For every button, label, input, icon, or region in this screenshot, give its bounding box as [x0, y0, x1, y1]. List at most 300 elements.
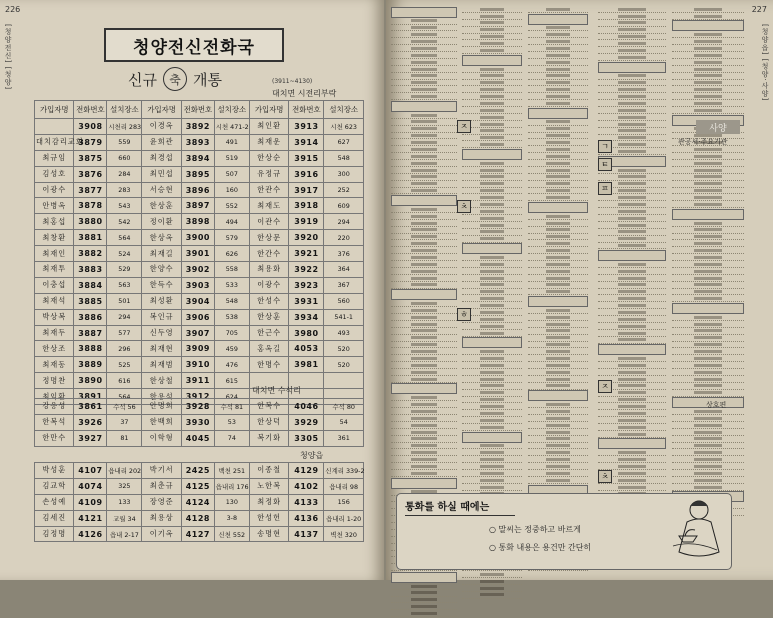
listing-entry: [528, 282, 588, 288]
phone-number: 3878: [74, 198, 107, 214]
install-location: 558: [214, 262, 249, 278]
phone-number: 4133: [289, 494, 324, 510]
listing-entry: [391, 87, 457, 93]
phone-number: 3918: [289, 198, 324, 214]
listing-entry: [391, 322, 457, 328]
listing-entry: [528, 7, 588, 13]
listing-entry: [462, 418, 522, 424]
phone-number: 4121: [74, 510, 107, 526]
listing-entry: [391, 395, 457, 401]
listing-entry: [598, 101, 666, 107]
listing-entry: [528, 46, 588, 52]
phone-number: 3888: [74, 341, 107, 357]
subscriber-name: 이광수: [35, 182, 74, 198]
listing-entry: [462, 337, 522, 348]
calling-tips-box: [396, 493, 732, 570]
install-location: 296: [107, 341, 142, 357]
subscriber-name: 최성환: [142, 293, 181, 309]
phone-number: 3904: [181, 293, 214, 309]
listing-entry: [672, 248, 744, 254]
listing-entry: [528, 133, 588, 139]
listing-entry: [391, 282, 457, 288]
subscriber-name: 한간수: [249, 246, 288, 262]
install-location: 시천리 283: [107, 119, 142, 135]
phone-number: 3920: [289, 230, 324, 246]
listing-entry: [528, 464, 588, 470]
listing-entry: [528, 53, 588, 59]
listing-entry: [672, 328, 744, 334]
install-location: 74: [214, 430, 249, 446]
install-location: 624: [214, 389, 249, 405]
listing-entry: [391, 140, 457, 146]
listing-entry: [391, 25, 457, 31]
listing-entry: [391, 188, 457, 194]
listing-entry: [391, 604, 457, 610]
listing-entry: [462, 115, 522, 121]
listing-entry: [391, 584, 457, 590]
listing-entry: [598, 344, 666, 355]
subscriber-name: 최창환: [35, 230, 74, 246]
page-number-left: 226: [5, 5, 21, 14]
listing-entry: [598, 128, 666, 134]
listing-entry: [391, 276, 457, 282]
install-location: 616: [107, 373, 142, 389]
install-location: 705: [214, 325, 249, 341]
subscriber-name: 노한복: [249, 478, 288, 494]
listing-entry: [462, 149, 522, 160]
subscriber-name: 한성헌: [249, 510, 288, 526]
listing-entry: [528, 140, 588, 146]
listing-entry: [672, 174, 744, 180]
listing-entry: [528, 322, 588, 328]
listing-entry: [672, 53, 744, 59]
install-location: 361: [324, 430, 364, 446]
listing-entry: [462, 41, 522, 47]
listing-entry: [391, 241, 457, 247]
subtitle-right: 개통: [192, 70, 222, 89]
install-location: 325: [107, 478, 142, 494]
listing-entry: [528, 315, 588, 321]
subscriber-name: 정명찬: [35, 373, 74, 389]
install-location: 신천 552: [214, 526, 249, 542]
listing-entry: [391, 161, 457, 167]
install-location: 37: [107, 414, 142, 430]
listing-entry: [462, 317, 522, 323]
install-location: 수석 81: [214, 399, 249, 415]
install-location: 627: [324, 134, 364, 150]
phone-number: 3305: [289, 430, 324, 446]
subscriber-name: 최재길: [142, 246, 181, 262]
listing-entry: [528, 181, 588, 187]
listing-entry: [528, 255, 588, 261]
listing-entry: [598, 276, 666, 282]
listing-entry: [528, 471, 588, 477]
phone-number: 3909: [181, 341, 214, 357]
subscriber-name: 정이환: [142, 214, 181, 230]
section-label-public: 관공서·주요기관: [678, 138, 728, 146]
phone-number: 3890: [74, 373, 107, 389]
listing-entry: [672, 478, 744, 484]
listing-entry: [598, 108, 666, 114]
phone-number: 4137: [289, 526, 324, 542]
install-location: 백천 251: [214, 463, 249, 479]
subscriber-name: 안병옥: [35, 198, 74, 214]
listing-entry: [391, 126, 457, 132]
phone-number: 3892: [181, 119, 214, 135]
listing-entry: [462, 383, 522, 389]
phone-number: 3902: [181, 262, 214, 278]
listing-entry: [598, 331, 666, 337]
listing-entry: [462, 216, 522, 222]
listing-entry: [528, 383, 588, 389]
district-heading-3: 청양읍: [300, 451, 324, 460]
phone-number: 3931: [289, 293, 324, 309]
subscriber-name: 한상철: [142, 373, 181, 389]
listing-entry: [462, 289, 522, 295]
listing-entry: [391, 255, 457, 261]
listing-entry: [598, 363, 666, 369]
listing-entry: [528, 342, 588, 348]
install-location: 156: [324, 494, 364, 510]
install-location: 160: [214, 182, 249, 198]
install-location: 507: [214, 166, 249, 182]
subscriber-name: 최규임: [35, 150, 74, 166]
column-header: 전화번호: [74, 101, 107, 119]
listing-entry: [672, 221, 744, 227]
listing-entry: [462, 363, 522, 369]
listing-entry: [598, 94, 666, 100]
listing-entry: [391, 53, 457, 59]
listing-entry: [462, 67, 522, 73]
calling-tips-title: 통화를 하실 때에는: [405, 498, 515, 516]
listing-entry: [462, 592, 522, 598]
install-location: 519: [214, 150, 249, 166]
listing-entry: [462, 471, 522, 477]
celebration-circle-icon: 축: [163, 67, 187, 91]
install-location: 81: [107, 430, 142, 446]
install-location: 130: [214, 494, 249, 510]
listing-entry: [462, 223, 522, 229]
listing-entry: [528, 154, 588, 160]
listing-entry: [598, 317, 666, 323]
listing-entry: [462, 174, 522, 180]
listing-entry: [462, 202, 522, 208]
subscriber-name: 유정규: [249, 166, 288, 182]
install-location: 294: [107, 309, 142, 325]
phone-number: 3912: [181, 389, 214, 405]
column-header: 설치장소: [214, 101, 249, 119]
listing-entry: [391, 234, 457, 240]
listing-entry: [462, 7, 522, 13]
install-location: 459: [214, 341, 249, 357]
listing-entry: [462, 73, 522, 79]
install-location: 494: [214, 214, 249, 230]
table-header-row: [35, 101, 364, 119]
subscriber-name: 이광수: [249, 277, 288, 293]
table-row: [35, 373, 364, 389]
phone-number: 3927: [74, 430, 107, 446]
table-row: [35, 526, 364, 542]
listing-entry: [528, 416, 588, 422]
table-row: [35, 478, 364, 494]
install-location: 541-1: [324, 309, 364, 325]
phone-number: 3884: [74, 277, 107, 293]
listing-entry: [528, 32, 588, 38]
listing-entry: [528, 234, 588, 240]
listing-entry: [462, 404, 522, 410]
listing-entry: [391, 221, 457, 227]
listing-entry: [672, 383, 744, 389]
listing-entry: [462, 331, 522, 337]
subtitle-left: 신규: [128, 70, 157, 89]
listing-entry: [462, 324, 522, 330]
table-row: [35, 198, 364, 214]
listing-entry: [672, 282, 744, 288]
listing-entry: [462, 87, 522, 93]
subscriber-name: 한상훈: [142, 198, 181, 214]
listing-entry: [672, 94, 744, 100]
listing-entry: [462, 370, 522, 376]
subscriber-name: 송명현: [249, 526, 288, 542]
install-location: 559: [107, 134, 142, 150]
subscriber-name: 최익환: [35, 389, 74, 405]
listing-entry: [528, 276, 588, 282]
subscriber-name: 한복수: [249, 399, 288, 415]
listing-entry: [391, 423, 457, 429]
listing-entry: [528, 241, 588, 247]
listing-entry: [462, 349, 522, 355]
index-letter-4: ㅌ: [598, 158, 612, 171]
install-location: 493: [324, 325, 364, 341]
listing-entry: [391, 402, 457, 408]
listing-entry: [672, 322, 744, 328]
listing-entry: [462, 579, 522, 585]
listing-entry: [672, 349, 744, 355]
listing-entry: [598, 289, 666, 295]
listing-entry: [462, 269, 522, 275]
listing-entry: [528, 430, 588, 436]
listing-entry: [672, 195, 744, 201]
phone-number: 3921: [289, 246, 324, 262]
listing-entry: [672, 101, 744, 107]
listing-entry: [598, 243, 666, 249]
listing-entry: [391, 113, 457, 119]
phone-number: 3910: [181, 357, 214, 373]
listing-entry: [598, 337, 666, 343]
listing-entry: [391, 94, 457, 100]
table-row: [35, 309, 364, 325]
listing-entry: [528, 269, 588, 275]
phone-number: 4107: [74, 463, 107, 479]
listing-entry: [598, 20, 666, 26]
install-location: 300: [324, 166, 364, 182]
phone-number: 3930: [181, 414, 214, 430]
listing-entry: [391, 133, 457, 139]
table-row: [35, 510, 364, 526]
install-location: 538: [214, 309, 249, 325]
subscriber-name: 이종철: [249, 463, 288, 479]
phone-number: 4102: [289, 478, 324, 494]
table-row: [35, 182, 364, 198]
listing-entry: [528, 335, 588, 341]
install-location: 548: [214, 293, 249, 309]
subscriber-name: 최인환: [249, 119, 288, 135]
subscriber-name: 이경옥: [142, 119, 181, 135]
listing-entry: [672, 471, 744, 477]
listing-entry: [462, 443, 522, 449]
install-location: 읍내리 1-20: [324, 510, 364, 526]
subscriber-name: 김성호: [35, 166, 74, 182]
listing-entry: [528, 14, 588, 25]
phone-number: 3981: [289, 357, 324, 373]
listing-entry: [528, 202, 588, 213]
district-heading-1: 대치면 시전리부락: [272, 89, 337, 98]
side-tab-left: [청양전신] [청양]: [4, 24, 12, 91]
listing-entry: [391, 80, 457, 86]
listing-entry: [672, 356, 744, 362]
listing-entry: [462, 142, 522, 148]
install-location: 520: [324, 341, 364, 357]
listing-entry: [391, 73, 457, 79]
listing-entry: [528, 308, 588, 314]
install-location: 284: [107, 166, 142, 182]
column-header: 가입자명: [35, 101, 74, 119]
subscriber-name: 최홍섭: [35, 214, 74, 230]
listing-entry: [528, 443, 588, 449]
listing-entry: [528, 73, 588, 79]
index-letter-5: ㅍ: [598, 182, 612, 195]
listing-entry: [598, 80, 666, 86]
listing-entry: [672, 87, 744, 93]
listing-entry: [462, 296, 522, 302]
listing-entry: [391, 308, 457, 314]
index-letter-2: ㅊ: [457, 200, 471, 213]
listing-entry: [462, 432, 522, 443]
listing-entry: [462, 390, 522, 396]
table-row: [35, 134, 364, 150]
phone-number: 3900: [181, 230, 214, 246]
listing-entry: [528, 402, 588, 408]
listing-entry: [391, 214, 457, 220]
subscriber-name: 최용상: [142, 510, 181, 526]
listing-entry: [528, 423, 588, 429]
subscriber-name: 최재현: [142, 341, 181, 357]
listing-entry: [391, 154, 457, 160]
listing-entry: [598, 418, 666, 424]
listing-entry: [672, 108, 744, 114]
install-location: 54: [324, 414, 364, 430]
subscriber-name: 한양수: [142, 262, 181, 278]
listing-entry: [391, 363, 457, 369]
subscriber-name: 한복석: [35, 414, 74, 430]
calling-tip-2: ○ 통화 내용은 용건만 간단히: [489, 543, 592, 552]
table-row: [35, 166, 364, 182]
listing-entry: [528, 436, 588, 442]
install-location: 543: [107, 198, 142, 214]
listing-entry: [462, 478, 522, 484]
listing-entry: [462, 101, 522, 107]
listing-entry: [391, 370, 457, 376]
listing-entry: [391, 409, 457, 415]
listing-entry: [528, 409, 588, 415]
subscriber-name: 한상훈: [249, 309, 288, 325]
listing-entry: [528, 248, 588, 254]
listing-entry: [672, 154, 744, 160]
listing-entry: [672, 485, 744, 491]
listing-entry: [598, 450, 666, 456]
install-location: 525: [107, 357, 142, 373]
subscriber-name: 강응성: [35, 399, 74, 415]
district-heading-2: 대치면 수석리: [252, 386, 301, 395]
subscriber-table-3: [34, 462, 364, 542]
listing-entry: [462, 243, 522, 254]
subscriber-name: 복인규: [142, 309, 181, 325]
listing-entry: [672, 363, 744, 369]
listing-entry: [391, 7, 457, 18]
listing-entry: [528, 227, 588, 233]
listing-entry: [462, 209, 522, 215]
listing-entry: [672, 161, 744, 167]
listing-entry: [528, 101, 588, 107]
listing-entry: [462, 34, 522, 40]
listing-entry: [528, 370, 588, 376]
listing-entry: [462, 411, 522, 417]
listing-entry: [598, 122, 666, 128]
phone-number: 3876: [74, 166, 107, 182]
subscriber-name: 최민섭: [142, 166, 181, 182]
phone-number: 3913: [289, 119, 324, 135]
listing-entry: [528, 25, 588, 31]
subscriber-name: 최재동: [35, 357, 74, 373]
listing-entry: [462, 450, 522, 456]
phone-number: 3885: [74, 293, 107, 309]
listing-entry: [462, 303, 522, 309]
listing-entry: [598, 296, 666, 302]
subscriber-name: 한득수: [142, 277, 181, 293]
listing-entry: [462, 168, 522, 174]
listing-entry: [672, 32, 744, 38]
listing-entry: [462, 20, 522, 26]
install-location: 읍내 2-17: [107, 526, 142, 542]
table-row: [35, 230, 364, 246]
listing-entry: [598, 310, 666, 316]
listing-entry: [462, 572, 522, 578]
phone-number: 3875: [74, 150, 107, 166]
listing-entry: [462, 229, 522, 235]
install-location: 560: [324, 293, 364, 309]
phone-number: 4074: [74, 478, 107, 494]
listing-entry: [391, 430, 457, 436]
phone-number: 3908: [74, 119, 107, 135]
listing-entry: [391, 147, 457, 153]
column-header: 전화번호: [289, 101, 324, 119]
phone-number: 3893: [181, 134, 214, 150]
install-location: 283: [107, 182, 142, 198]
listing-entry: [598, 55, 666, 61]
phone-number: 3895: [181, 166, 214, 182]
listing-entry: [391, 269, 457, 275]
table-row: [35, 277, 364, 293]
listing-entry: [598, 87, 666, 93]
listing-entry: [462, 464, 522, 470]
listing-entry: [391, 174, 457, 180]
subscriber-name: 이기옥: [142, 526, 181, 542]
phone-number: 4129: [289, 463, 324, 479]
subscriber-name: 서승현: [142, 182, 181, 198]
table-row: [35, 430, 364, 446]
subscriber-table-2: [34, 398, 364, 447]
calling-tip-1: ○ 말씨는 정중하고 바르게: [489, 525, 581, 534]
